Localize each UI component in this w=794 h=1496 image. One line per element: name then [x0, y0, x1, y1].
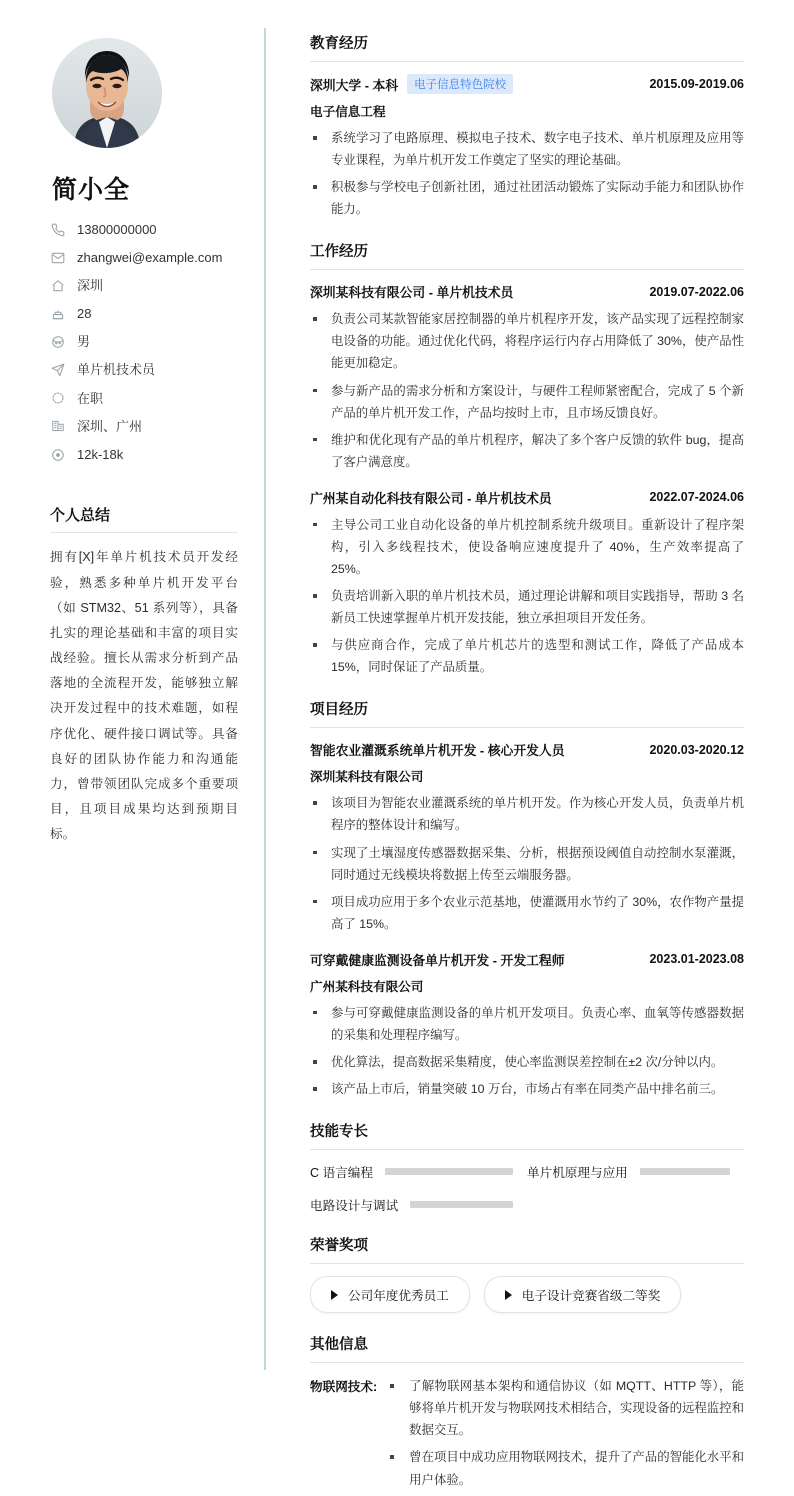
contact-value: 深圳: [77, 278, 104, 294]
education-entry: [310, 74, 744, 220]
play-triangle-icon: [331, 1290, 338, 1300]
contact-item-email: [50, 250, 238, 266]
project-entry: [310, 740, 744, 934]
entry-date: 2022.07-2024.06: [649, 490, 744, 505]
entry-subtitle: 广州某科技有限公司: [310, 979, 424, 994]
list-item: 项目成功应用于多个农业示范基地，使灌溉用水节约了 30%，农作物产量提高了 15%。: [310, 891, 744, 935]
award-chip[interactable]: [310, 1276, 470, 1313]
avatar-wrap: [52, 38, 238, 148]
work-heading: 工作经历: [310, 240, 744, 270]
other-body: [387, 1375, 744, 1495]
entry-title: 可穿戴健康监测设备单片机开发 - 开发工程师: [310, 952, 565, 968]
contact-value: zhangwei@example.com: [77, 250, 223, 266]
cake-icon: [50, 307, 65, 322]
entry-date: 2023.01-2023.08: [649, 952, 744, 967]
list-item: 曾在项目中成功应用物联网技术，提升了产品的智能化水平和用户体验。: [387, 1446, 744, 1490]
entry-head: [310, 488, 744, 507]
skill-item: [310, 1195, 527, 1214]
projects-heading: 项目经历: [310, 698, 744, 728]
page-title: 简小全: [52, 176, 131, 204]
contact-value: 深圳、广州: [77, 418, 143, 434]
entry-title: 深圳大学 - 本科: [310, 77, 399, 93]
contact-item-age: [50, 306, 238, 322]
skill-item: [310, 1162, 527, 1181]
award-label: 公司年度优秀员工: [348, 1289, 449, 1304]
list-item: 负责公司某款智能家居控制器的单片机程序开发，该产品实现了远程控制家电设备的功能。通过优化代码，将程序运行内存占用降低了 30%，使产品性能更加稳定。: [310, 308, 744, 374]
contact-list: [50, 222, 238, 462]
contact-item-salary: [50, 447, 238, 463]
envelope-icon: [50, 250, 65, 265]
section-projects: [310, 698, 744, 1100]
contact-value: 男: [77, 334, 91, 350]
work-entry: [310, 282, 744, 473]
contact-item-status: [50, 391, 238, 407]
section-awards: [310, 1234, 744, 1313]
work-entry: [310, 488, 744, 679]
skills-heading: 技能专长: [310, 1120, 744, 1150]
section-work: [310, 240, 744, 678]
skill-item: [527, 1162, 744, 1181]
contact-value: 13800000000: [77, 222, 157, 237]
list-item: 负责培训新入职的单片机技术员，通过理论讲解和项目实践指导，帮助 3 名新员工快速掌握单片机开发技能，独立承担项目开发任务。: [310, 585, 744, 629]
main-content: [266, 0, 794, 1487]
entry-date: 2020.03-2020.12: [649, 742, 744, 757]
bullet-list: [387, 1375, 744, 1490]
bullet-list: [310, 308, 744, 473]
summary-section: [50, 504, 238, 847]
skill-progress-track: [385, 1168, 513, 1175]
entry-head: [310, 282, 744, 301]
list-item: 该产品上市后，销量突破 10 万台，市场占有率在同类产品中排名前三。: [310, 1078, 744, 1100]
list-item: 参与新产品的需求分析和方案设计，与硬件工程师紧密配合，完成了 5 个新产品的单片机开发工作，产品均按时上市，且市场反馈良好。: [310, 380, 744, 424]
list-item: 维护和优化现有产品的单片机程序，解决了多个客户反馈的软件 bug，提高了客户满意度。: [310, 429, 744, 473]
bullet-list: [310, 127, 744, 220]
award-chip[interactable]: [484, 1276, 682, 1313]
send-icon: [50, 363, 65, 378]
sidebar: [0, 0, 266, 1402]
skill-label: 单片机原理与应用: [527, 1166, 628, 1181]
entry-subtitle: 深圳某科技有限公司: [310, 770, 424, 785]
portrait-photo-icon: [52, 38, 162, 148]
skill-progress-track: [640, 1168, 730, 1175]
project-entry: [310, 950, 744, 1100]
avatar: [52, 38, 162, 148]
awards-heading: 荣誉奖项: [310, 1234, 744, 1264]
entry-head: [310, 950, 744, 969]
other-heading: 其他信息: [310, 1333, 744, 1363]
summary-heading: 个人总结: [50, 504, 238, 533]
entry-head: [310, 740, 744, 759]
entry-head: [310, 74, 744, 94]
list-item: 积极参与学校电子创新社团，通过社团活动锻炼了实际动手能力和团队协作能力。: [310, 176, 744, 220]
entry-title: 智能农业灌溉系统单片机开发 - 核心开发人员: [310, 743, 565, 759]
contact-item-gender: [50, 334, 238, 350]
status-badge: 电子信息特色院校: [407, 74, 513, 94]
coin-icon: [50, 447, 65, 462]
entry-title: 广州某自动化科技有限公司 - 单片机技术员: [310, 490, 552, 506]
other-label: 物联网技术:: [310, 1380, 378, 1395]
building-icon: [50, 419, 65, 434]
section-other: [310, 1333, 744, 1495]
section-education: [310, 32, 744, 220]
entry-date: 2019.07-2022.06: [649, 284, 744, 299]
bullet-list: [310, 1002, 744, 1100]
entry-title: 深圳某科技有限公司 - 单片机技术员: [310, 285, 514, 301]
contact-item-position: [50, 362, 238, 378]
phone-icon: [50, 222, 65, 237]
status-icon: [50, 391, 65, 406]
list-item: 优化算法，提高数据采集精度，使心率监测误差控制在±2 次/分钟以内。: [310, 1051, 744, 1073]
list-item: 系统学习了电路原理、模拟电子技术、数字电子技术、单片机原理及应用等专业课程，为单片机开发工作奠定了坚实的理论基础。: [310, 127, 744, 171]
contact-value: 12k-18k: [77, 446, 124, 462]
list-item: 实现了土壤湿度传感器数据采集、分析，根据预设阈值自动控制水泵灌溉，同时通过无线模块将数据上传至云端服务器。: [310, 842, 744, 886]
list-item: 了解物联网基本架构和通信协议（如 MQTT、HTTP 等），能够将单片机开发与物联网技术相结合，实现设备的远程监控和数据交互。: [387, 1375, 744, 1441]
entry-date: 2015.09-2019.06: [649, 77, 744, 91]
contact-item-city: [50, 278, 238, 294]
other-group: [310, 1375, 744, 1495]
contact-item-phone: [50, 222, 238, 238]
gender-icon: [50, 335, 65, 350]
list-item: 主导公司工业自动化设备的单片机控制系统升级项目。重新设计了程序架构，引入多线程技术，使设备响应速度提升了 40%，生产效率提高了 25%。: [310, 514, 744, 580]
bullet-list: [310, 792, 744, 934]
bullet-list: [310, 514, 744, 679]
education-heading: 教育经历: [310, 32, 744, 62]
section-skills: [310, 1120, 744, 1214]
list-item: 与供应商合作，完成了单片机芯片的选型和测试工作，降低了产品成本 15%，同时保证了产品质量。: [310, 634, 744, 678]
list-item: 该项目为智能农业灌溉系统的单片机开发。作为核心开发人员，负责单片机程序的整体设计和编写。: [310, 792, 744, 836]
skill-label: C 语言编程: [310, 1166, 373, 1181]
award-row: [310, 1276, 744, 1313]
contact-item-locations: [50, 419, 238, 435]
entry-head-left: [310, 74, 513, 94]
home-icon: [50, 278, 65, 293]
award-label: 电子设计竞赛省级二等奖: [521, 1289, 661, 1304]
play-triangle-icon: [505, 1290, 512, 1300]
skill-label: 电路设计与调试: [310, 1199, 399, 1214]
summary-text: 拥有[X]年单片机技术员开发经验，熟悉多种单片机开发平台（如 STM32、51 系列等），具备扎实的理论基础和丰富的项目实战经验。擅长从需求分析到产品落地的全流程开发，能够独立解决开发过程中的技术难题，如程序优化、硬件接口调试等。具备良好的团队协作能力和沟通能力，曾带领团队完成多个重要项目，且项目成果均达到预期目标。: [50, 550, 238, 842]
contact-value: 28: [77, 306, 92, 322]
contact-value: 单片机技术员: [77, 362, 156, 378]
contact-value: 在职: [77, 390, 104, 406]
list-item: 参与可穿戴健康监测设备的单片机开发项目。负责心率、血氧等传感器数据的采集和处理程序编写。: [310, 1002, 744, 1046]
skill-grid: [310, 1162, 744, 1214]
entry-subtitle: 电子信息工程: [310, 105, 386, 119]
skill-progress-track: [410, 1201, 513, 1208]
